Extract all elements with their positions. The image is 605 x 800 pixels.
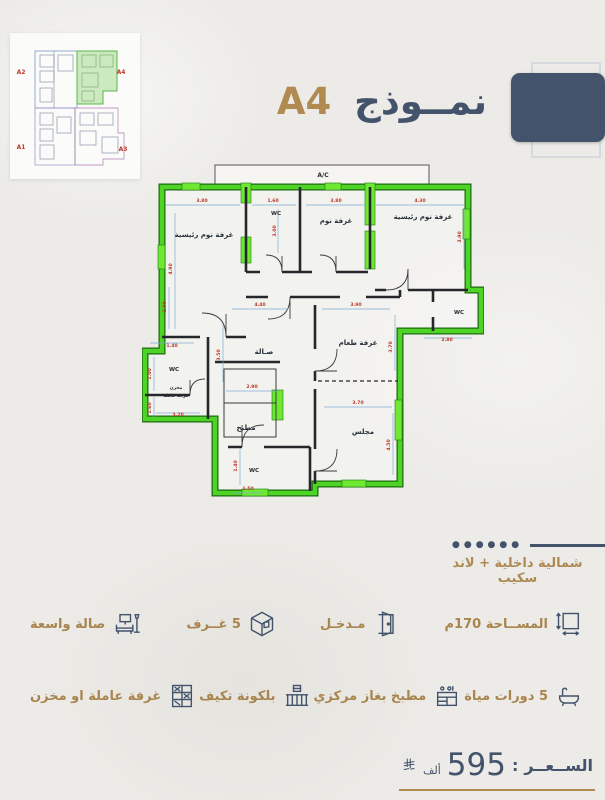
page-title (277, 80, 487, 123)
price-unit: ألف (422, 763, 441, 777)
model-code: A4 (276, 80, 332, 123)
divider-dots: ●●●●●● (452, 540, 524, 550)
features-row-2 (30, 682, 583, 710)
dimension-label: 3.70 (389, 341, 394, 353)
sofa-icon (112, 610, 142, 638)
room-label: غرفة نوم رئيسية (174, 231, 234, 239)
price-label: الســعــر (524, 755, 593, 775)
riyal-icon (402, 758, 417, 772)
feature-label: المســاحة 170م (444, 616, 548, 632)
room-label: غرفة نوم رئيسية (393, 213, 453, 221)
dimension-label: 2.00 (163, 301, 168, 313)
room-label: WC (453, 310, 465, 316)
unit-label: A1 (16, 144, 26, 151)
feature-label: صالة واسعة (30, 616, 106, 632)
dimension-label: 4.40 (254, 303, 266, 308)
feature-label: مـدخـل (320, 616, 366, 632)
room-label: مجلس (351, 428, 375, 436)
bathtub-icon (555, 682, 583, 710)
price-block (402, 747, 593, 783)
building-overview-card (10, 33, 140, 179)
storage-icon (168, 682, 196, 710)
feature-bathrooms (464, 682, 583, 710)
dimension-label: 2.90 (246, 385, 258, 390)
divider-line (530, 544, 605, 547)
orientation-text: شمالية داخلية + لاند سكيب (452, 556, 583, 586)
dimension-label: 3.90 (350, 303, 362, 308)
dimension-label: 4.90 (169, 263, 174, 275)
room-label: غرفة طعام (338, 339, 378, 347)
area-icon (555, 610, 583, 638)
dimension-label: 4.30 (414, 199, 426, 204)
section-divider (452, 542, 605, 548)
dimension-label: 1.40 (234, 460, 239, 472)
room-label: غرفة عاملة (163, 394, 189, 399)
room-label: غرفة نوم (319, 217, 353, 225)
dimension-label: 3.80 (196, 199, 208, 204)
dimension-label: 3.00 (273, 225, 278, 237)
dimension-label: 1.60 (267, 199, 279, 204)
dimension-label: 1.40 (166, 344, 178, 349)
room-label: A/C (317, 172, 329, 179)
feature-label: بلكونة تكيف (199, 688, 276, 704)
dimension-label: 3.90 (458, 231, 463, 243)
dimension-label: 4.50 (387, 439, 392, 451)
dimension-label: 3.20 (172, 413, 184, 418)
unit-label: A3 (118, 146, 128, 153)
rooms-icon (248, 610, 276, 638)
feature-kitchen (314, 682, 462, 710)
feature-label: 5 دورات مياة (464, 688, 548, 704)
feature-rooms (186, 610, 276, 638)
building-overview-plan (10, 33, 140, 179)
dimension-label: 3.70 (352, 401, 364, 406)
feature-storage (30, 682, 196, 710)
feature-label: 5 غــرف (186, 616, 241, 632)
room-label: مطبخ (236, 424, 256, 432)
floorplan (142, 157, 484, 534)
features-row-1 (30, 610, 583, 638)
feature-label: غرفة عاملة او مخزن (30, 688, 162, 704)
kitchen-icon (433, 682, 461, 710)
feature-hall (30, 610, 142, 638)
feature-balcony (199, 682, 310, 710)
feature-label: مطبخ بغاز مركزي (313, 688, 427, 704)
price-amount: 595 (446, 747, 506, 783)
room-label: WC (168, 367, 180, 373)
dimension-label: 1.60 (148, 402, 153, 414)
dimension-label: 3.80 (330, 199, 342, 204)
feature-area (445, 610, 584, 638)
balcony-icon (283, 682, 311, 710)
dimension-label: 3.50 (217, 349, 222, 361)
unit-label: A4 (116, 69, 126, 76)
model-word: نمــوذج (354, 80, 487, 123)
floorplan-drawing (142, 157, 484, 534)
room-label: WC (270, 211, 282, 217)
price-separator: : (511, 755, 519, 775)
unit-label: A2 (16, 69, 26, 76)
dimension-label: 2.80 (441, 338, 453, 343)
brand-logo-box (511, 73, 605, 142)
room-label: مخزن (169, 386, 183, 391)
feature-entrance (320, 610, 400, 638)
door-icon (372, 610, 400, 638)
dimension-label: 1.50 (242, 487, 254, 492)
dimension-label: 1.00 (148, 368, 153, 380)
price-underline (399, 789, 595, 791)
room-label: صـالة (254, 348, 274, 356)
room-label: WC (248, 468, 260, 474)
